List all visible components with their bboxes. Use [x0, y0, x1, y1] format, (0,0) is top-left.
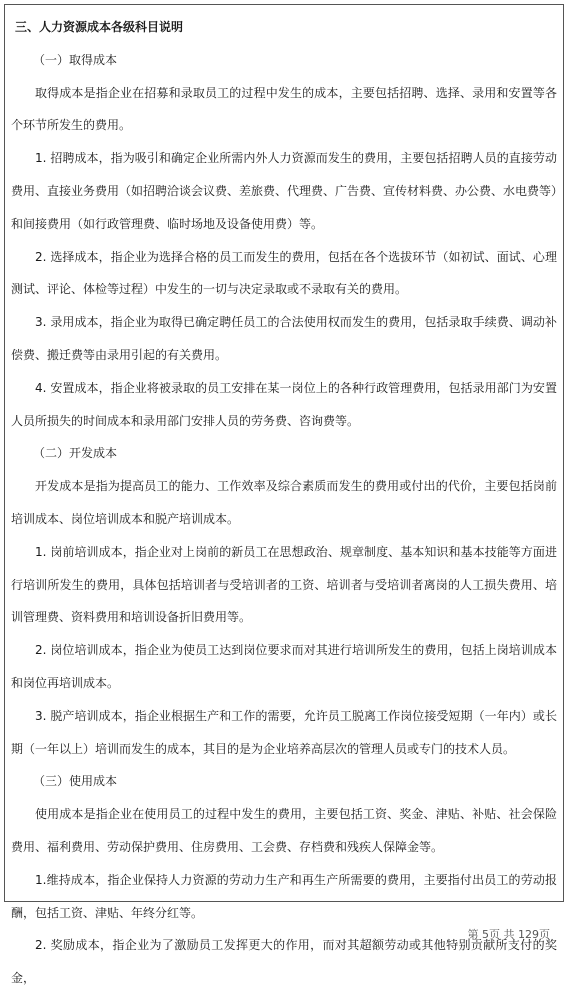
paragraph: 2. 选择成本，指企业为选择合格的员工而发生的费用，包括在各个选拔环节（如初试、面试、心理测试、评论、体检等过程）中发生的一切与决定录取或不录取有关的费用。: [11, 249, 557, 297]
paragraph: 1. 岗前培训成本，指企业对上岗前的新员工在思想政治、规章制度、基本知识和基本技能等方面进行培训所发生的费用，具体包括培训者与受培训者的工资、培训者与受培训者离岗的人工损失费用、培训管理费、资料费用和培训设备折旧费用等。: [11, 544, 557, 625]
paragraph: 使用成本是指企业在使用员工的过程中发生的费用，主要包括工资、奖金、津贴、补贴、社会保险费用、福利费用、劳动保护费用、住房费用、工会费、存档费和残疾人保障金等。: [11, 807, 557, 854]
paragraph: 3. 脱产培训成本，指企业根据生产和工作的需要，允许员工脱离工作岗位接受短期（一年内）或长期（一年以上）培训而发生的成本，其目的是为企业培养高层次的管理人员或专门的技术人员。: [11, 708, 557, 756]
paragraph: 开发成本是指为提高员工的能力、工作效率及综合素质而发生的费用或付出的代价，主要包括岗前培训成本、岗位培训成本和脱产培训成本。: [11, 479, 557, 526]
paragraph: 1. 招聘成本，指为吸引和确定企业所需内外人力资源而发生的费用，主要包括招聘人员的直接劳动费用、直接业务费用（如招聘洽谈会议费、差旅费、代理费、广告费、宣传材料费、办公费、水电费等）和间接费用（如行政管理费、临时场地及设备使用费）等。: [11, 151, 558, 231]
paragraph: 1.维持成本，指企业保持人力资源的劳动力生产和再生产所需要的费用，主要指付出员工的劳动报酬，包括工资、津贴、年终分红等。: [11, 872, 557, 920]
subsection-title: （二）开发成本: [33, 446, 118, 461]
document-body: [5, 5, 563, 995]
subsection-title: （一）取得成本: [33, 52, 118, 67]
paragraph: 3. 录用成本，指企业为取得已确定聘任员工的合法使用权而发生的费用，包括录取手续费、调动补偿费、搬迁费等由录用引起的有关费用。: [11, 315, 557, 362]
paragraph: 2. 奖励成本，指企业为了激励员工发挥更大的作用，而对其超额劳动或其他特别贡献所支付的奖金，: [11, 938, 557, 986]
paragraph: 取得成本是指企业在招募和录取员工的过程中发生的成本，主要包括招聘、选择、录用和安置等各个环节所发生的费用。: [11, 85, 557, 133]
paragraph: 2. 岗位培训成本，指企业为使员工达到岗位要求而对其进行培训所发生的费用，包括上岗培训成本和岗位再培训成本。: [11, 643, 557, 690]
paragraph: 4. 安置成本，指企业将被录取的员工安排在某一岗位上的各种行政管理费用，包括录用部门为安置人员所损失的时间成本和录用部门安排人员的劳务费、咨询费等。: [11, 380, 557, 428]
page-number: 第 5页 共 129页: [467, 928, 550, 941]
subsection-title: （三）使用成本: [33, 774, 118, 789]
section-title: 三、人力资源成本各级科目说明: [15, 20, 184, 34]
